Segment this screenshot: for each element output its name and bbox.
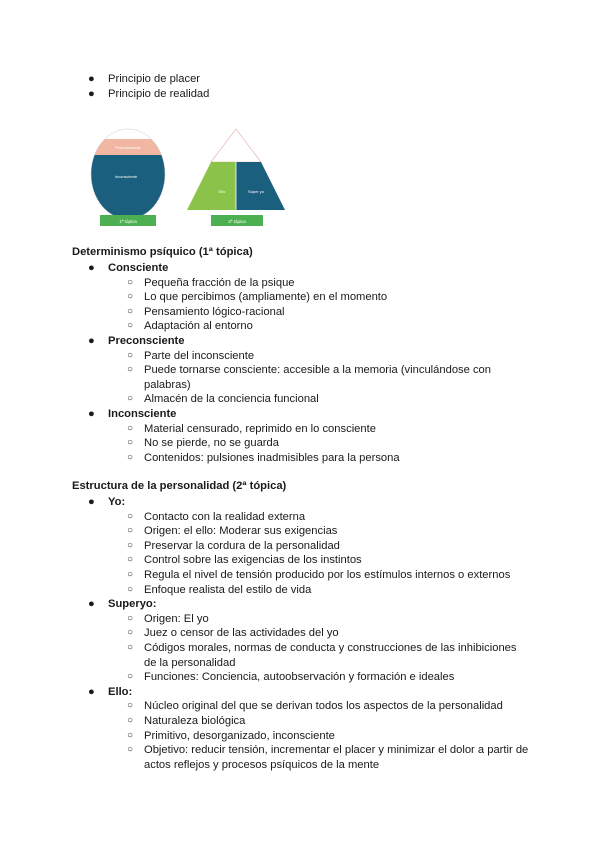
list-item-label: Consciente: [108, 262, 169, 274]
list-item: ● Inconsciente: [88, 407, 177, 420]
list-item: ● Principio de placer: [88, 73, 201, 85]
sub-list-item: ○ Pensamiento lógico-racional: [127, 305, 285, 318]
ello-region: [187, 162, 236, 210]
sub-list-item: ○ Material censurado, reprimido en lo consciente: [127, 422, 376, 435]
list-item-label: Preconsciente: [108, 334, 185, 347]
sub-list-item: ○ Núcleo original del que se derivan todos los aspectos de la personalidad: [127, 700, 503, 713]
section2-title: Estructura de la personalidad (2ª tópica): [72, 480, 287, 492]
oval-bottom-label: Inconsciente: [114, 174, 138, 179]
list-item: ● Consciente: [88, 262, 169, 274]
sub-list-item: ○ Regula el nivel de tensión producido por los estímulos internos o externos: [127, 568, 511, 581]
list-item-label: Superyo:: [108, 598, 157, 611]
sub-list-item: ○ Parte del inconsciente: [127, 349, 255, 362]
triangle-diagram: [187, 129, 285, 210]
sub-list-item: ○ Pequeña fracción de la psique: [127, 276, 295, 289]
section1-title: Determinismo psíquico (1ª tópica): [72, 246, 253, 258]
triangle-right-label: Súper yo: [247, 189, 265, 194]
sub-list-item: ○ Objetivo: reducir tensión, incrementar el placer y minimizar el dolor a partir de actos reflejos y procesos psíquicos de la mente: [127, 744, 529, 771]
section2-list: [0, 495, 600, 772]
sub-list-item: ○ Control sobre las exigencias de los instintos: [127, 554, 362, 567]
sub-list-item: ○ Primitivo, desorganizado, inconsciente: [127, 729, 335, 742]
sub-list-item: ○ Puede tornarse consciente: accesible a la memoria (vinculándose con palabras): [127, 364, 492, 391]
sub-list-item: ○ Origen: El yo: [127, 612, 209, 625]
topics-diagram: [90, 124, 300, 230]
list-item-label: Inconsciente: [108, 407, 177, 420]
inconsciente-band: [90, 155, 166, 220]
sub-list-item: ○ Naturaleza biológica: [127, 714, 246, 727]
list-item: ● Principio de realidad: [88, 87, 210, 100]
sub-list-item: ○ Enfoque realista del estilo de vida: [127, 583, 312, 596]
list-item: ● Ello:: [88, 685, 133, 698]
sub-list-item: ○ Adaptación al entorno: [127, 320, 253, 333]
sub-list-item: ○ Lo que percibimos (ampliamente) en el momento: [127, 291, 388, 304]
sub-list-item: ○ Funciones: Conciencia, autoobservación y formación e ideales: [127, 671, 455, 684]
sub-list-item: ○ Almacén de la conciencia funcional: [127, 393, 319, 406]
sub-list-item: ○ Preservar la cordura de la personalidad: [127, 539, 340, 552]
superyo-region: [236, 162, 285, 210]
list-item: ● Superyo:: [88, 598, 157, 611]
oval-caption: 1ª tópica: [119, 219, 137, 224]
triangle-caption: 2ª tópica: [228, 219, 246, 224]
sub-list-item: ○ Contacto con la realidad externa: [127, 510, 306, 523]
sub-list-item: ○ Origen: el ello: Moderar sus exigencias: [127, 525, 338, 538]
sub-list-item: ○ No se pierde, no se guarda: [127, 437, 279, 450]
list-item-label: Yo:: [108, 496, 126, 508]
sub-list-item: ○ Contenidos: pulsiones inadmisibles para la persona: [127, 451, 400, 464]
list-item: ● Yo:: [88, 496, 126, 508]
list-item-label: Ello:: [108, 685, 133, 698]
triangle-left-label: Ello: [218, 189, 226, 194]
intro-list: [0, 72, 600, 101]
oval-top-label: Preconsciente: [115, 145, 141, 150]
sub-list-item: ○ Códigos morales, normas de conducta y construcciones de las inhibiciones de la personalidad: [127, 641, 517, 669]
section1-list: [0, 261, 600, 465]
list-item: ● Preconsciente: [88, 334, 185, 347]
sub-list-item: ○ Juez o censor de las actividades del yo: [127, 627, 339, 640]
